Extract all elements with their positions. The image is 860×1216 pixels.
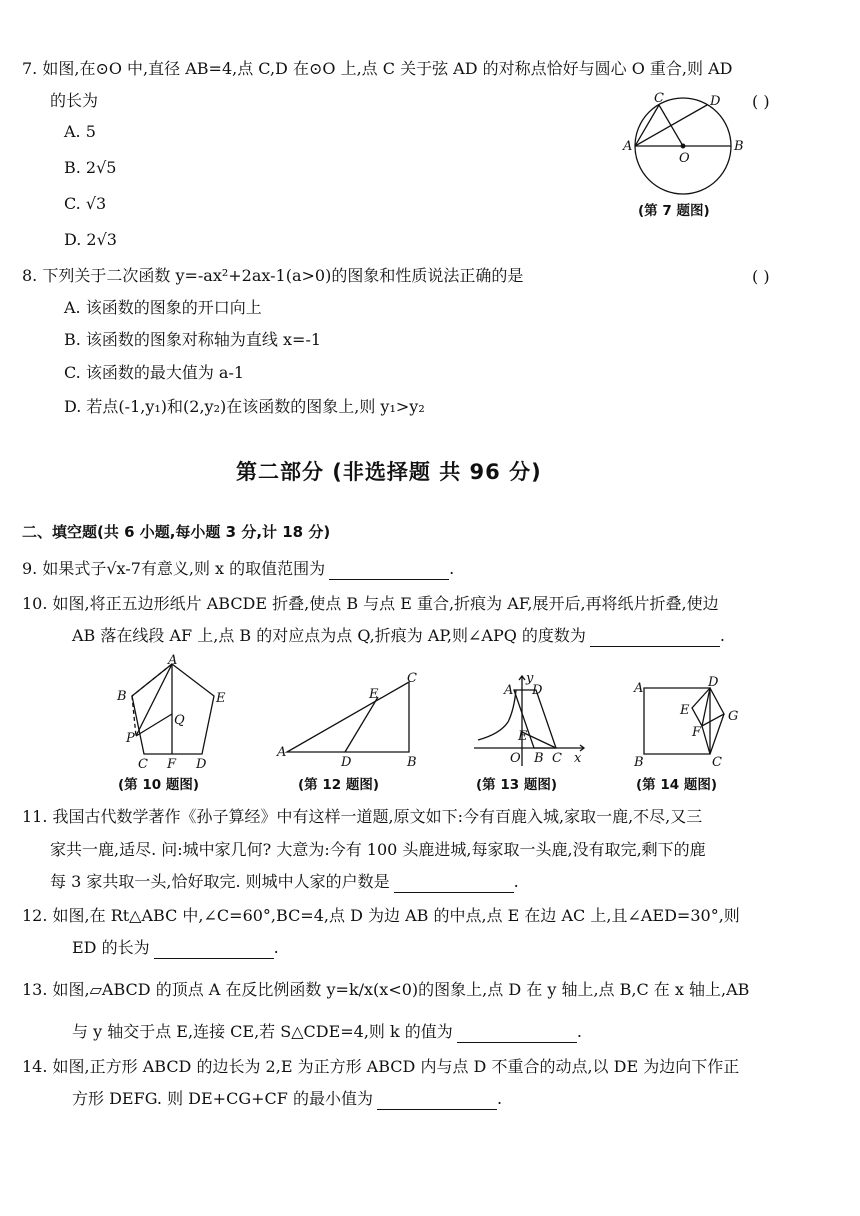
q11-stem-line2: 家共一鹿,适尽. 问:城中家几何? 大意为:今有 100 头鹿进城,每家取一头鹿,没有取完,剩下的鹿 — [50, 840, 706, 859]
fig14-square — [630, 670, 750, 770]
q14-answer-blank[interactable] — [377, 1091, 497, 1110]
q11-stem-line3 — [50, 871, 519, 893]
square-defg — [692, 688, 724, 726]
q7-circle-figure — [615, 88, 755, 198]
q7-stem-line2: 的长为 — [50, 91, 99, 110]
q13-end: . — [576, 1022, 582, 1041]
fig10-pentagon — [112, 652, 232, 770]
label-d: D — [341, 755, 352, 770]
label-e: E — [369, 687, 379, 702]
q9-stem — [22, 558, 454, 580]
label-f: F — [692, 725, 702, 740]
label-a: A — [623, 139, 633, 154]
q13-answer-blank[interactable] — [457, 1024, 577, 1043]
part2-heading: 第二部分 (非选择题 共 96 分) — [236, 460, 542, 484]
label-f: F — [167, 757, 177, 770]
q8-option-a: A. 该函数的图象的开口向上 — [64, 298, 262, 317]
q14-stem-line1: 14. 如图,正方形 ABCD 的边长为 2,E 为正方形 ABCD 内与点 D 不重合的动点,以 DE 为边向下作正 — [22, 1057, 740, 1076]
q13-text: 与 y 轴交于点 E,连接 CE,若 S△CDE=4,则 k 的值为 — [72, 1022, 453, 1041]
center-point — [681, 144, 685, 148]
section2-title: 二、填空题(共 6 小题,每小题 3 分,计 18 分) — [22, 523, 331, 541]
q12-end: . — [273, 938, 279, 957]
label-g: G — [728, 709, 739, 724]
q12-text: ED 的长为 — [72, 938, 150, 957]
fig12-triangle — [275, 670, 425, 770]
q7-stem-line1: 7. 如图,在⊙O 中,直径 AB=4,点 C,D 在⊙O 上,点 C 关于弦 AD 的对称点恰好与圆心 O 重合,则 AD — [22, 59, 733, 78]
fig13-coordinate — [470, 670, 590, 770]
label-q: Q — [174, 713, 185, 728]
q7-option-a: A. 5 — [64, 122, 96, 141]
label-x: x — [574, 751, 582, 766]
q7-option-d: D. 2√3 — [64, 230, 117, 249]
q11-answer-blank[interactable] — [394, 874, 514, 893]
q11-text: 每 3 家共取一头,恰好取完. 则城中人家的户数是 — [50, 872, 390, 891]
square-abcd — [644, 688, 710, 754]
q11-stem-line1: 11. 我国古代数学著作《孙子算经》中有这样一道题,原文如下:今有百鹿入城,家取一鹿,不尽,又三 — [22, 807, 703, 826]
label-e: E — [680, 703, 690, 718]
q8-option-c: C. 该函数的最大值为 a-1 — [64, 363, 245, 382]
fig13-caption: (第 13 题图) — [476, 777, 558, 793]
label-d: D — [708, 675, 719, 690]
q12-stem-line1: 12. 如图,在 Rt△ABC 中,∠C=60°,BC=4,点 D 为边 AB 的中点,点 E 在边 AC 上,且∠AED=30°,则 — [22, 906, 740, 925]
label-e: E — [518, 729, 528, 744]
q9-end: . — [449, 559, 455, 578]
q8-option-d: D. 若点(-1,y₁)和(2,y₂)在该函数的图象上,则 y₁>y₂ — [64, 397, 425, 416]
label-a: A — [634, 681, 644, 696]
label-d: D — [196, 757, 207, 770]
q10-stem-line2 — [72, 625, 725, 647]
q10-stem-line1: 10. 如图,将正五边形纸片 ABCDE 折叠,使点 B 与点 E 重合,折痕为 AF,展开后,再将纸片折叠,使边 — [22, 594, 719, 613]
segment-de — [345, 697, 378, 752]
q7-option-b: B. 2√5 — [64, 158, 117, 177]
q13-stem-line2 — [72, 1021, 582, 1043]
q14-text: 方形 DEFG. 则 DE+CG+CF 的最小值为 — [72, 1089, 373, 1108]
q8-option-b: B. 该函数的图象对称轴为直线 x=-1 — [64, 330, 322, 349]
q10-end: . — [719, 626, 726, 645]
label-c: C — [712, 755, 722, 770]
q11-end: . — [513, 872, 519, 891]
triangle-abc — [287, 682, 409, 752]
label-o: O — [679, 151, 690, 166]
fig12-caption: (第 12 题图) — [298, 777, 380, 793]
label-b: B — [534, 751, 544, 766]
q12-answer-blank[interactable] — [154, 940, 274, 959]
q8-answer-paren: ( ) — [752, 267, 770, 286]
label-a: A — [168, 653, 178, 668]
label-b: B — [407, 755, 417, 770]
label-c: C — [138, 757, 148, 770]
q14-stem-line2 — [72, 1088, 502, 1110]
q7-answer-paren: ( ) — [752, 92, 770, 111]
fig14-caption: (第 14 题图) — [636, 777, 718, 793]
pentagon-abcde — [132, 664, 214, 754]
label-p: P — [126, 731, 135, 746]
segment-co — [659, 105, 683, 146]
label-b: B — [117, 689, 127, 704]
label-c: C — [654, 91, 664, 106]
q9-answer-blank[interactable] — [329, 561, 449, 580]
q7-option-c: C. √3 — [64, 194, 107, 213]
q8-stem: 8. 下列关于二次函数 y=-ax²+2ax-1(a>0)的图象和性质说法正确的是 — [22, 266, 524, 285]
label-c: C — [552, 751, 562, 766]
q9-text: 9. 如果式子√x-7有意义,则 x 的取值范围为 — [22, 559, 326, 578]
label-d: D — [710, 94, 721, 109]
q10-text: AB 落在线段 AF 上,点 B 的对应点为点 Q,折痕为 AP,则∠APQ 的度数为 — [72, 626, 586, 645]
segment-cf — [702, 726, 710, 754]
label-a: A — [277, 745, 287, 760]
label-a: A — [504, 683, 514, 698]
q10-answer-blank[interactable] — [590, 628, 720, 647]
q12-stem-line2 — [72, 937, 279, 959]
label-y: y — [526, 671, 534, 686]
label-b: B — [634, 755, 644, 770]
diagonal-df — [702, 688, 710, 726]
fig10-caption: (第 10 题图) — [118, 777, 200, 793]
q13-stem-line1: 13. 如图,▱ABCD 的顶点 A 在反比例函数 y=k/x(x<0)的图象上,点 D 在 y 轴上,点 B,C 在 x 轴上,AB — [22, 980, 750, 999]
label-e: E — [216, 691, 226, 706]
label-b: B — [734, 139, 744, 154]
label-o: O — [510, 751, 521, 766]
q7-figure-caption: (第 7 题图) — [638, 203, 710, 219]
q14-end: . — [496, 1089, 503, 1108]
label-c: C — [407, 671, 417, 686]
label-d: D — [532, 683, 543, 698]
